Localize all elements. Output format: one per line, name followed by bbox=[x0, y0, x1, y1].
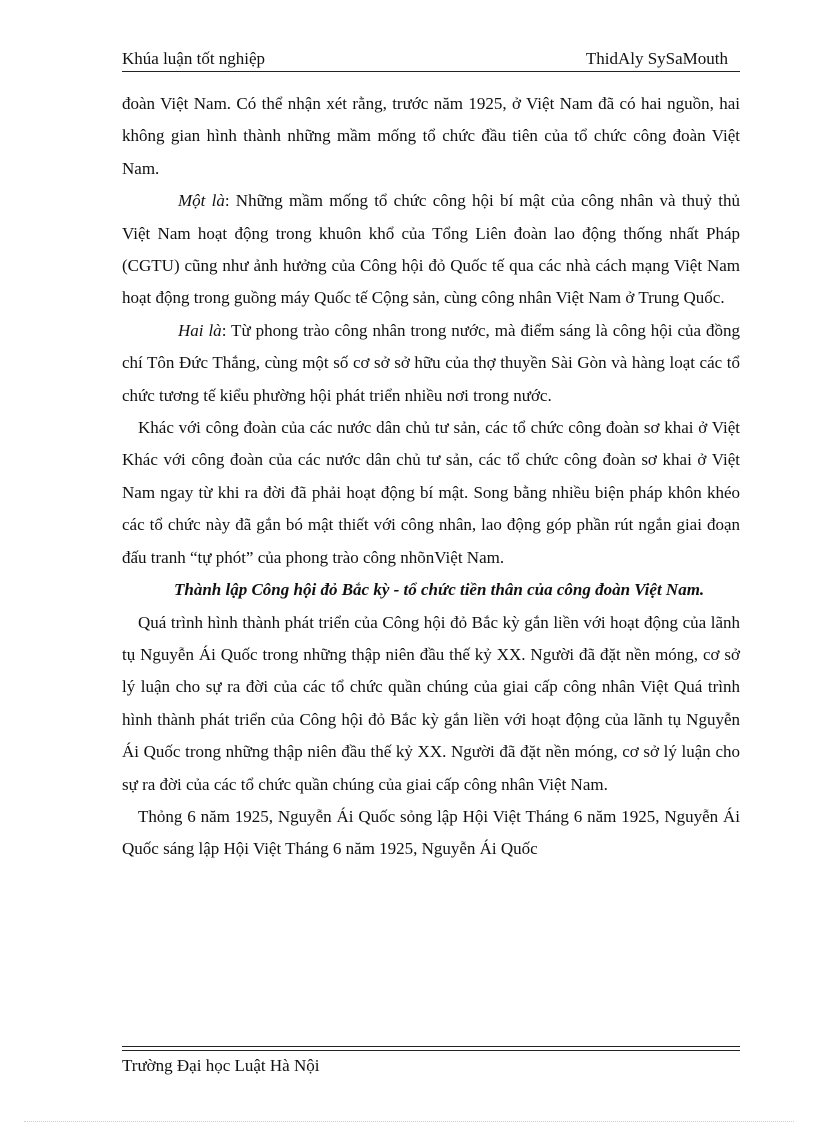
paragraph-secret-activity: Khác với công đoàn của các nước dân chủ tư sản, các tổ chức công đoàn sơ khai ở Việt Khác với công đoàn của các nước dân chủ tư sản, các tổ chức công đoàn sơ khai ở Việt Nam ngay từ khi ra đời đã phải hoạt động bí mật. Song bằng nhiều biện pháp khôn khéo các tổ chức này đã gắn bó mật thiết với công nhân, lao động góp phần rút ngắn giai đoạn đấu tranh “tự phót” của phong trào công nhõnViệt Nam. bbox=[122, 418, 740, 567]
header-divider bbox=[122, 71, 740, 72]
paragraph-formation: Quá trình hình thành phát triển của Công hội đỏ Bắc kỳ gắn liền với hoạt động của lãnh tụ Nguyễn Ái Quốc trong những thập niên đầu thế kỷ XX. Người đã đặt nền móng, cơ sở lý luận cho sự ra đời của các tổ chức quần chúng của giai cấp công nhân Việt Quá trình hình thành phát triển của Công hội đỏ Bắc kỳ gắn liền với hoạt động của lãnh tụ Nguyễn Ái Quốc trong những thập niên đầu thế kỷ XX. Người đã đặt nền móng, cơ sở lý luận cho sự ra đời của các tổ chức quần chúng của giai cấp công nhân Việt Nam. bbox=[122, 612, 740, 794]
page-edge-divider bbox=[24, 1121, 794, 1122]
header-author: ThidAly SySaMouth bbox=[585, 49, 728, 68]
paragraph-lead-hai-la: Hai là bbox=[178, 320, 222, 340]
section-heading: Thành lập Công hội đỏ Bắc kỳ - tổ chức tiền thân của công đoàn Việt Nam. bbox=[174, 580, 705, 600]
paragraph-june-1925: Thỏng 6 năm 1925, Nguyễn Ái Quốc sỏng lập Hội Việt Tháng 6 năm 1925, Nguyễn Ái Quốc sáng lập Hội Việt Tháng 6 năm 1925, Nguyễn Ái Quốc bbox=[122, 806, 740, 859]
page-footer: Trường Đại học Luật Hà Nội bbox=[122, 1056, 320, 1075]
paragraph-text: : Những mầm mống tổ chức công hội bí mật của công nhân và thuỷ thủ Việt Nam hoạt động trong khuôn khổ của Tổng Liên đoàn lao động thống nhất Pháp (CGTU) cũng như ảnh hưởng của Công hội đỏ Quốc tế qua các nhà cách mạng Việt Nam hoạt động trong guồng máy Quốc tế Cộng sản, cùng công nhân Việt Nam ở Trung Quốc. bbox=[122, 191, 740, 308]
paragraph-lead-mot-la: Một là bbox=[178, 191, 225, 211]
footer-divider bbox=[122, 1046, 740, 1051]
paragraph-source-two bbox=[122, 315, 740, 412]
paragraph-text: : Từ phong trào công nhân trong nước, mà điểm sáng là công hội của đồng chí Tôn Đức Thắng, cùng một số cơ sở sở hữu của thợ thuyền Sài Gòn và hàng loạt các tổ chức tương tế kiểu phường hội phát triển nhiều nơi trong nước. bbox=[122, 320, 740, 405]
paragraph-source-one bbox=[122, 185, 740, 315]
header-title: Khúa luận tốt nghiệp bbox=[122, 49, 266, 68]
document-body bbox=[122, 88, 740, 866]
page-header bbox=[122, 48, 740, 70]
paragraph-intro: đoàn Việt Nam. Có thể nhận xét rằng, trước năm 1925, ở Việt Nam đã có hai nguồn, hai không gian hình thành những mầm mống tổ chức đầu tiên của tổ chức công đoàn Việt Nam. bbox=[122, 94, 740, 178]
